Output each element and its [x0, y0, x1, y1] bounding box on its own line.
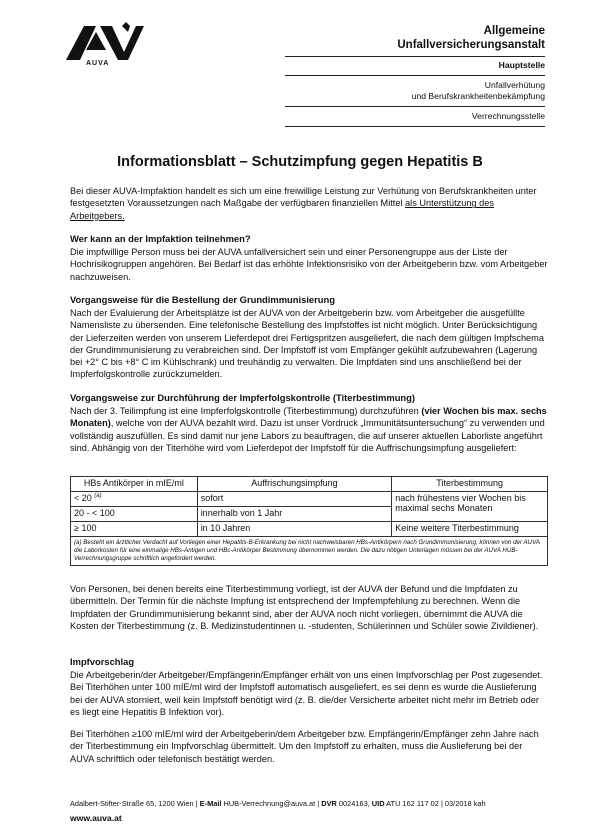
logo-wordmark: AUVA — [86, 60, 110, 67]
table-footnote-row — [71, 537, 548, 566]
section-heading-bestellung: Vorgangsweise für die Bestellung der Grundimmunisierung — [70, 294, 335, 305]
table-header: Titerbestimmung — [392, 477, 548, 492]
table-header: Auffrischungsimpfung — [197, 477, 392, 492]
section-text-impferfolgskontrolle: Nach der 3. Teilimpfung ist eine Impferfolgskontrolle (Titerbestimmung) durchzuführen (vier Wochen bis max. sechs Monaten), welche von der AUVA bezahlt wird. Dazu ist unser Vordruck „Immunitätsuntersuchung“ zu verwenden und vollständig auszufüllen. Es sind damit nur jene Labors zu beauftragen, die auf unserer aktuellen Laborliste angeführt sind. Abhängig von der Titerhöhe wird vom Lieferdepot der Impfstoff für die Auffrischungsimpfung ausgeliefert: — [70, 406, 547, 453]
table-row — [71, 492, 548, 507]
table-cell: sofort — [197, 492, 392, 507]
divider — [285, 75, 545, 76]
email-link[interactable]: HUB-Verrechnung@auva.at | — [221, 799, 322, 808]
section-heading-impfvorschlag: Impfvorschlag — [70, 656, 135, 667]
table-cell: < 20 $^{(a)}$ — [71, 492, 198, 507]
titer-table — [70, 476, 548, 566]
table-cell: ≥ 100 — [71, 522, 198, 537]
website-link[interactable]: www.auva.at — [70, 813, 122, 823]
section-text-bestellung: Nach der Evaluierung der Arbeitsplätze ist der AUVA von der Arbeitgeberin bzw. vom Arbeitgeber die ausgefüllte Namensliste zu übersenden. Eine telefonische Bestellung des Impfstoffes ist nicht möglich. Unter Berücksichtigung der Lieferzeiten werden von unserem Lieferdepot drei Fertigspritzen ausgeliefert, die nach dem gültigen Impfschema der Grundimmunisierung zu verabreichen sind. Der Impfstoff ist vom Empfänger gekühlt aufzubewahren (Lagerung bei +2° C bis +8° C im Kühlschrank) und treuhändig zu verwalten. Die Impfdaten sind uns anschließend bei der Impferfolgskontrolle zurückzumelden. — [70, 308, 544, 380]
footer-contact: Adalbert-Stifter-Straße 65, 1200 Wien | E-Mail HUB-Verrechnung@auva.at | DVR 0024163, UID ATU 162 117 02 | 03/2018 kah — [70, 799, 486, 808]
section-text-impfvorschlag-2: Bei Titerhöhen ≥100 mIE/ml wird der Arbeitgeberin/dem Arbeitgeber bzw. Empfängerin/Empfänger zehn Jahre nach der Titerbestimmung ein Impfvorschlag übermittelt. Um den Impfstoff zu erhalten, muss die Auslieferung bei der AUVA schriftlich oder telefonisch bestätigt werden. — [70, 729, 539, 764]
section-text-impfvorschlag-1: Die Arbeitgeberin/der Arbeitgeber/Empfängerin/Empfänger erhält von uns einen Impfvorschlag per Post zugesendet. Bei Titerhöhen unter 100 mIE/ml wird der Impfstoff automatisch ausgeliefert, es sei denn es wurde die Auslieferung bei der AUVA storniert, weil kein Impfstoff benötigt wird (z. B. die/der Versicherte arbeitet nicht mehr im Betrieb oder es liegt eine Hepatitis B Infektion vor). — [70, 670, 543, 717]
section-text-befund: Von Personen, bei denen bereits eine Titerbestimmung vorliegt, ist der AUVA der Befund und die Impfdaten zu übermitteln. Der Termin für die nächste Impfung ist entsprechend der Impfempfehlung zu berechnen. Wenn die Impfdaten der Grundimmunisierung bekannt sind, aber der AUVA noch nicht vorliegen, übernimmt die AUVA die Kosten der Titerbestimmung (z. B. Medizinstudentinnen u. -studenten, Schülerinnen und Schüler sowie Zivildiener). — [70, 584, 539, 631]
table-cell: 20 - < 100 — [71, 507, 198, 522]
intro-paragraph: Bei dieser AUVA-Impfaktion handelt es sich um eine freiwillige Leistung zur Verhütung von Berufskrankheiten unter festgesetzten Voraussetzungen nach Maßgabe der verfügbaren finanziellen Mittel als Unterstützung des Arbeitgebers. — [70, 186, 537, 221]
department-unfallverhuetung: Unfallverhütung und Berufskrankheitenbekämpfung — [411, 80, 545, 101]
table-cell: nach frühestens vier Wochen bis maximal sechs Monaten — [392, 492, 548, 522]
table-row — [71, 522, 548, 537]
divider — [285, 106, 545, 107]
organization-name: Allgemeine Unfallversicherungsanstalt — [397, 25, 545, 51]
table-cell: Keine weitere Titerbestimmung — [392, 522, 548, 537]
divider — [285, 56, 545, 57]
section-text-teilnahme: Die impfwillige Person muss bei der AUVA unfallversichert sein und einer Personengruppe aus der Liste der Hochrisikogruppen angehören. Bei Bedarf ist das erhöhte Infektionsrisiko von der Arbeitgeberin bzw. vom Arbeitgeber nachzuweisen. — [70, 247, 548, 282]
table-footnote: (a) Besteht ein ärztlicher Verdacht auf Vorliegen einer Hepatitis-B-Erkrankung bei nicht nachweisbaren HBs-Antikörpern nach Grundimmunisierung, können von der AUVA die Laborkosten für eine einmalige HBs-Antigen und HBc-Antikörper Bestimmung übernommen werden. Die dazu nötigen Unterlagen müssen bei der AUVA HUB-Verrechnungsgruppe schriftlich angefordert werden. — [71, 537, 548, 566]
divider — [285, 126, 545, 127]
section-heading-teilnahme: Wer kann an der Impfaktion teilnehmen? — [70, 233, 251, 244]
table-cell: in 10 Jahren — [197, 522, 392, 537]
table-cell: innerhalb von 1 Jahr — [197, 507, 392, 522]
department-hauptstelle: Hauptstelle — [498, 60, 545, 70]
department-verrechnungsstelle: Verrechnungsstelle — [471, 111, 545, 121]
table-header-row — [71, 477, 548, 492]
section-heading-impferfolgskontrolle: Vorgangsweise zur Durchführung der Impferfolgskontrolle (Titerbestimmung) — [70, 392, 415, 403]
table-header: HBs Antikörper in mIE/ml — [71, 477, 198, 492]
page-title: Informationsblatt – Schutzimpfung gegen Hepatitis B — [117, 154, 483, 170]
